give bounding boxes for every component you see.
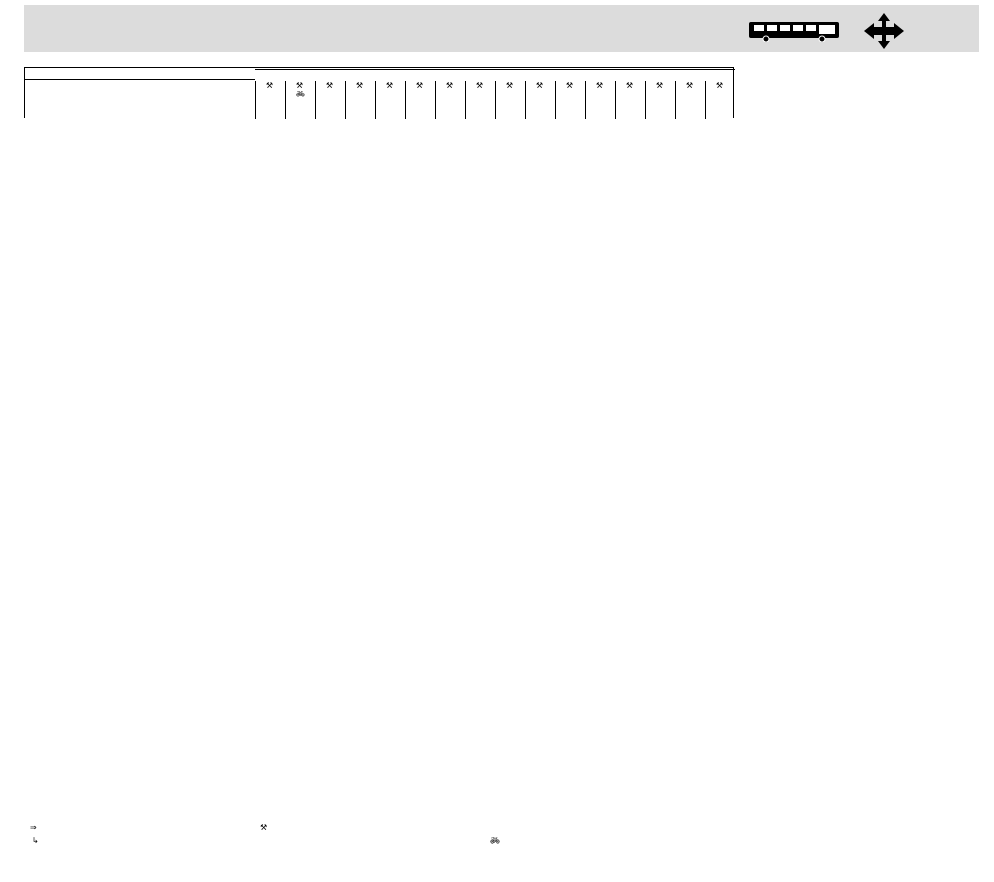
trip-header <box>255 81 285 119</box>
dopravni-logo-icon <box>864 13 904 49</box>
bus-icon <box>748 21 840 42</box>
hammer-icon: ⚒ <box>655 81 664 90</box>
hammer-icon: ⚒ <box>260 823 268 832</box>
trip-header <box>525 81 555 119</box>
hammer-icon: ⚒ <box>625 81 634 90</box>
trip-header <box>405 81 435 119</box>
trip-header <box>495 81 525 119</box>
hammer-icon: ⚒ <box>565 81 574 90</box>
hammer-icon: ⚒ <box>445 81 454 90</box>
hammer-icon: ⚒ <box>595 81 604 90</box>
hammer-icon: ⚒ <box>475 81 484 90</box>
arrow-right-icon: ⇒ <box>30 823 37 832</box>
hammer-icon: ⚒ <box>295 81 304 90</box>
note-bike <box>490 836 502 845</box>
trip-header <box>615 81 645 119</box>
hammer-icon: ⚒ <box>325 81 334 90</box>
bicycle-icon: 🚲︎ <box>296 91 305 98</box>
trip-header <box>375 81 405 119</box>
hammer-icon: ⚒ <box>415 81 424 90</box>
note-connect <box>30 823 41 832</box>
note-60 <box>490 823 495 832</box>
note-41 <box>260 836 265 845</box>
note-workdays <box>260 823 272 832</box>
hammer-icon: ⚒ <box>385 81 394 90</box>
trip-header <box>585 81 615 119</box>
transfer-arrow-icon: ↳ <box>32 836 39 845</box>
trip-header <box>645 81 675 119</box>
header-bar <box>24 5 979 52</box>
hammer-icon: ⚒ <box>265 81 274 90</box>
trip-header <box>465 81 495 119</box>
hammer-icon: ⚒ <box>715 81 724 90</box>
table-header <box>24 67 734 118</box>
trip-header <box>435 81 465 119</box>
trip-header <box>285 81 315 119</box>
trip-header <box>345 81 375 119</box>
hammer-icon: ⚒ <box>535 81 544 90</box>
note-71 <box>260 849 265 858</box>
note-transfer <box>32 836 43 845</box>
trip-header <box>555 81 585 119</box>
days-header <box>255 69 735 70</box>
trip-header <box>675 81 705 119</box>
trip-header <box>315 81 345 119</box>
bicycle-icon: 🚲︎ <box>490 836 501 845</box>
trip-header <box>705 81 735 119</box>
hammer-icon: ⚒ <box>505 81 514 90</box>
hammer-icon: ⚒ <box>685 81 694 90</box>
hammer-icon: ⚒ <box>355 81 364 90</box>
